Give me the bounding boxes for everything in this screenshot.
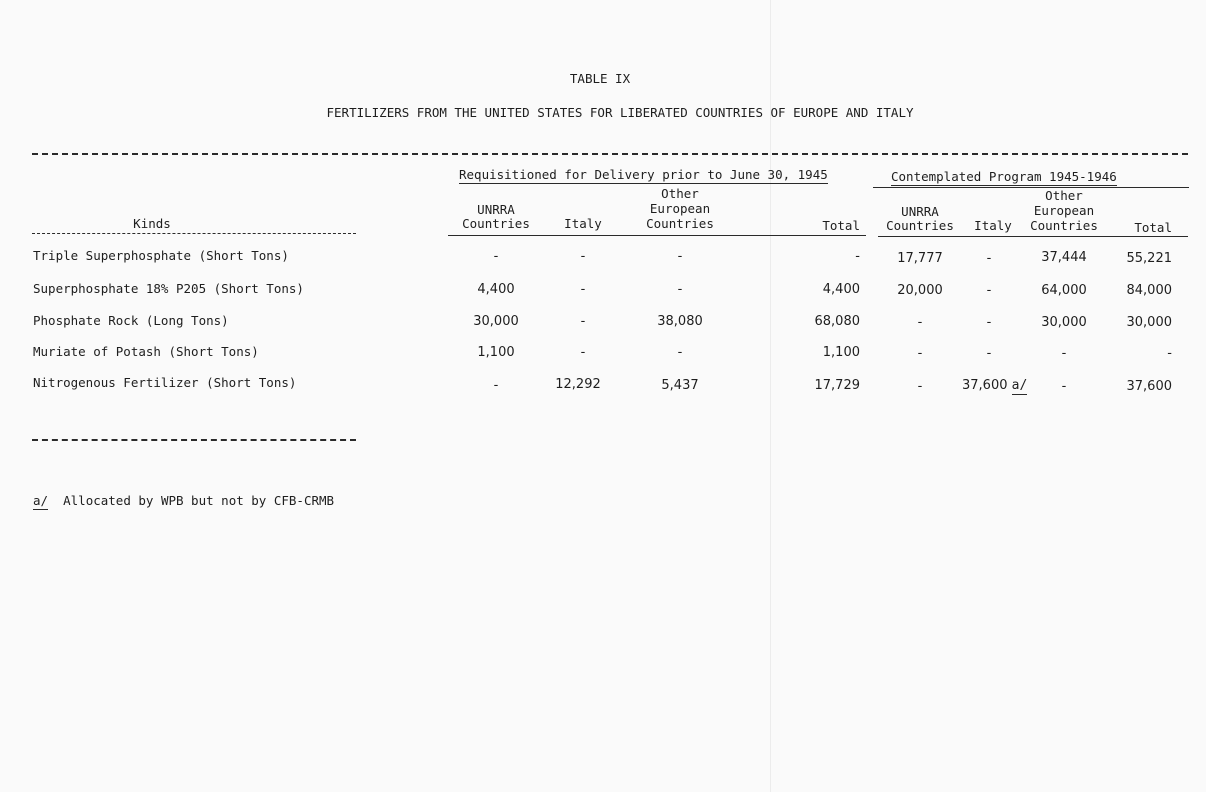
row-4-c-italy: - xyxy=(986,346,992,361)
row-5-r-unrra: - xyxy=(493,378,499,393)
row-5-r-other: 5,437 xyxy=(661,378,699,393)
row-3-c-unrra: - xyxy=(917,315,923,330)
row-3-r-unrra: 30,000 xyxy=(473,314,519,329)
row-1-r-italy: - xyxy=(580,249,586,264)
header-r-total: Total xyxy=(822,218,860,233)
footnote-rule xyxy=(32,439,356,441)
row-3-r-italy: - xyxy=(580,314,586,329)
row-2-c-italy: - xyxy=(986,283,992,298)
header-r-other-1: Other xyxy=(661,186,699,201)
row-2-c-other: 64,000 xyxy=(1041,283,1087,298)
contemplated-rule xyxy=(873,187,1189,188)
header-c-total: Total xyxy=(1134,220,1172,235)
row-1-r-other: - xyxy=(677,249,683,264)
header-kinds: Kinds xyxy=(133,216,171,231)
row-3-kind: Phosphate Rock (Long Tons) xyxy=(33,313,229,328)
row-4-c-unrra: - xyxy=(917,346,923,361)
footnote-marker: a/ xyxy=(33,493,49,508)
row-4-r-other: - xyxy=(677,345,683,360)
row-4-kind: Muriate of Potash (Short Tons) xyxy=(33,344,259,359)
header-c-italy: Italy xyxy=(974,218,1012,233)
row-2-r-italy: - xyxy=(580,282,586,297)
row-2-r-total: 4,400 xyxy=(822,282,860,297)
footnote xyxy=(33,494,334,508)
row-1-r-total: - xyxy=(855,249,860,264)
row-1-c-unrra: 17,777 xyxy=(897,251,943,266)
group-header-requisitioned xyxy=(459,168,828,182)
header-c-other-3: Countries xyxy=(1030,218,1098,233)
header-c-unrra-2: Countries xyxy=(886,218,954,233)
row-5-r-italy: 12,292 xyxy=(555,377,601,392)
row-4-c-total: - xyxy=(1167,346,1172,361)
header-r-other-3: Countries xyxy=(646,216,714,231)
row-4-r-total: 1,100 xyxy=(822,345,860,360)
row-1-c-other: 37,444 xyxy=(1041,250,1087,265)
row-1-c-total: 55,221 xyxy=(1126,251,1172,266)
table-subtitle: FERTILIZERS FROM THE UNITED STATES FOR LIBERATED COUNTRIES OF EUROPE AND ITALY xyxy=(326,105,914,120)
header-c-other-2: European xyxy=(1033,203,1095,218)
row-4-c-other: - xyxy=(1061,346,1067,361)
row-3-r-other: 38,080 xyxy=(657,314,703,329)
row-2-r-unrra: 4,400 xyxy=(477,282,515,297)
row-5-c-unrra: - xyxy=(917,379,923,394)
row-2-c-total: 84,000 xyxy=(1126,283,1172,298)
row-5-c-italy xyxy=(962,379,1027,393)
kinds-rule xyxy=(32,233,356,234)
row-1-r-unrra: - xyxy=(493,249,499,264)
group-header-contemplated-text: Contemplated Program 1945-1946 xyxy=(891,169,1117,184)
header-c-other-1: Other xyxy=(1045,188,1083,203)
row-2-r-other: - xyxy=(677,282,683,297)
row-3-c-other: 30,000 xyxy=(1041,315,1087,330)
row-4-r-italy: - xyxy=(580,345,586,360)
row-5-c-italy-footnote-ref: a/ xyxy=(1011,378,1028,393)
row-1-kind: Triple Superphosphate (Short Tons) xyxy=(33,248,289,263)
group-header-contemplated xyxy=(891,170,1117,184)
row-5-c-italy-value: 37,600 xyxy=(962,378,1008,393)
row-5-c-other: - xyxy=(1061,379,1067,394)
header-r-unrra-1: UNRRA xyxy=(477,202,515,217)
row-5-r-total: 17,729 xyxy=(814,378,860,393)
group-header-requisitioned-text: Requisitioned for Delivery prior to June 30, 1945 xyxy=(459,167,828,182)
row-5-kind: Nitrogenous Fertilizer (Short Tons) xyxy=(33,375,297,390)
requisitioned-rule xyxy=(448,235,866,236)
row-2-c-unrra: 20,000 xyxy=(897,283,943,298)
top-rule xyxy=(32,153,1188,155)
row-3-r-total: 68,080 xyxy=(814,314,860,329)
header-r-italy: Italy xyxy=(564,216,602,231)
header-r-unrra-2: Countries xyxy=(462,216,530,231)
header-r-other-2: European xyxy=(649,201,711,216)
footnote-text: Allocated by WPB but not by CFB-CRMB xyxy=(63,493,335,508)
row-3-c-total: 30,000 xyxy=(1126,315,1172,330)
row-3-c-italy: - xyxy=(986,315,992,330)
row-5-c-total: 37,600 xyxy=(1126,379,1172,394)
row-1-c-italy: - xyxy=(986,251,992,266)
row-4-r-unrra: 1,100 xyxy=(477,345,515,360)
contemplated-bottom-rule xyxy=(878,236,1188,237)
header-c-unrra-1: UNRRA xyxy=(901,204,939,219)
row-2-kind: Superphosphate 18% P205 (Short Tons) xyxy=(33,281,304,296)
table-title: TABLE IX xyxy=(569,71,631,86)
